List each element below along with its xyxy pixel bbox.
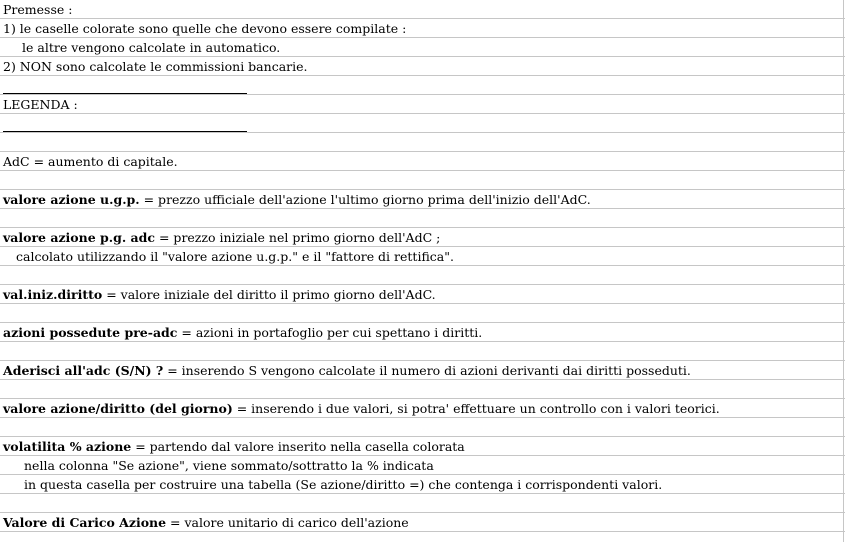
aderisci-text: = inserendo S vengono calcolate il numero di azioni derivanti dai diritti posseduti. — [163, 363, 691, 378]
premesse-title: Premesse : — [3, 2, 73, 17]
separator-line — [3, 131, 247, 132]
volatilita-text: = partendo dal valore inserito nella casella colorata — [131, 439, 465, 454]
sheet-row[interactable] — [0, 228, 845, 247]
sheet-row[interactable] — [0, 95, 845, 114]
diritto-definition — [3, 286, 436, 303]
pg-text: = prezzo iniziale nel primo giorno dell'AdC ; — [155, 230, 441, 245]
premesse-line-2: 2) NON sono calcolate le commissioni bancarie. — [3, 59, 308, 74]
sheet-row[interactable] — [0, 209, 845, 228]
sheet-row[interactable] — [0, 494, 845, 513]
sheet-row[interactable] — [0, 190, 845, 209]
adc-definition: AdC = aumento di capitale. — [3, 154, 178, 169]
volatilita-text-3: in questa casella per costruire una tabella (Se azione/diritto =) che contenga i corrispondenti valori. — [24, 477, 663, 492]
sheet-row[interactable] — [0, 57, 845, 76]
pg-text-continued: calcolato utilizzando il "valore azione u.g.p." e il "fattore di rettifica". — [16, 249, 454, 264]
sheet-row[interactable] — [0, 19, 845, 38]
sheet-row[interactable] — [0, 114, 845, 133]
carico-text: = valore unitario di carico dell'azione — [166, 515, 409, 530]
sheet-row[interactable] — [0, 285, 845, 304]
sheet-row[interactable] — [0, 456, 845, 475]
sheet-row[interactable] — [0, 266, 845, 285]
aderisci-term: Aderisci all'adc (S/N) ? — [3, 363, 164, 378]
azioni-term: azioni possedute pre-adc — [3, 325, 178, 340]
sheet-row[interactable] — [0, 76, 845, 95]
pg-definition — [3, 229, 440, 246]
sheet-row[interactable] — [0, 38, 845, 57]
diritto-text: = valore iniziale del diritto il primo giorno dell'AdC. — [102, 287, 436, 302]
volatilita-text-2: nella colonna "Se azione", viene sommato/sottratto la % indicata — [24, 458, 434, 473]
sheet-row[interactable] — [0, 247, 845, 266]
sheet-row[interactable] — [0, 361, 845, 380]
sheet-row[interactable] — [0, 171, 845, 190]
giorno-definition — [3, 400, 720, 417]
sheet-row[interactable] — [0, 513, 845, 532]
sheet-row[interactable] — [0, 0, 845, 19]
premesse-line-1b: le altre vengono calcolate in automatico. — [22, 40, 281, 55]
pg-term: valore azione p.g. adc — [3, 230, 156, 245]
ugp-definition — [3, 191, 591, 208]
sheet-row[interactable] — [0, 475, 845, 494]
volatilita-term: volatilita % azione — [3, 439, 132, 454]
carico-term: Valore di Carico Azione — [3, 515, 167, 530]
ugp-term: valore azione u.g.p. — [3, 192, 140, 207]
sheet-row[interactable] — [0, 152, 845, 171]
giorno-text: = inserendo i due valori, si potra' effettuare un controllo con i valori teorici. — [232, 401, 720, 416]
sheet-row[interactable] — [0, 399, 845, 418]
sheet-row[interactable] — [0, 342, 845, 361]
azioni-definition — [3, 324, 482, 341]
giorno-term: valore azione/diritto (del giorno) — [3, 401, 233, 416]
sheet-row[interactable] — [0, 304, 845, 323]
carico-definition — [3, 514, 409, 531]
sheet-row[interactable] — [0, 133, 845, 152]
column-border — [843, 0, 844, 542]
aderisci-definition — [3, 362, 691, 379]
azioni-text: = azioni in portafoglio per cui spettano i diritti. — [177, 325, 483, 340]
sheet-row[interactable] — [0, 380, 845, 399]
sheet-row[interactable] — [0, 437, 845, 456]
diritto-term: val.iniz.diritto — [3, 287, 103, 302]
sheet-row[interactable] — [0, 323, 845, 342]
premesse-line-1: 1) le caselle colorate sono quelle che devono essere compilate : — [3, 21, 407, 36]
volatilita-definition — [3, 438, 465, 455]
legenda-title: LEGENDA : — [3, 97, 78, 112]
separator-line — [3, 93, 247, 94]
ugp-text: = prezzo ufficiale dell'azione l'ultimo giorno prima dell'inizio dell'AdC. — [139, 192, 591, 207]
sheet-row[interactable] — [0, 418, 845, 437]
